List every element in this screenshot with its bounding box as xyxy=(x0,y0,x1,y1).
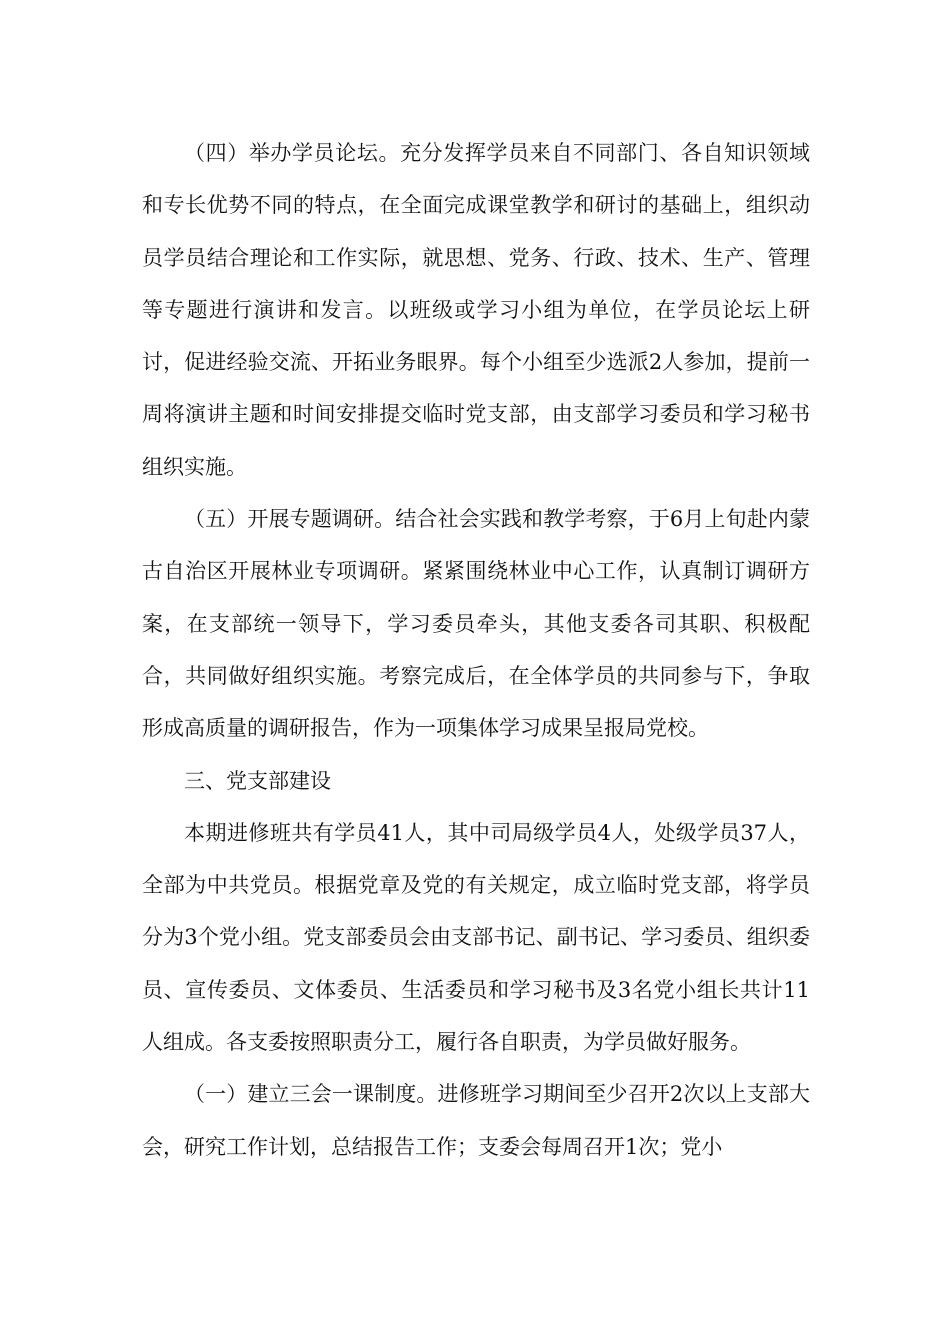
paragraph-meeting-system: （一）建立三会一课制度。进修班学习期间至少召开2次以上支部大会，研究工作计划，总结报告工作；支委会每周召开1次；党小 xyxy=(142,1082,810,1159)
paragraph-student-forum: （四）举办学员论坛。充分发挥学员来自不同部门、各自知识领域和专长优势不同的特点，在全面完成课堂教学和研讨的基础上，组织动员学员结合理论和工作实际，就思想、党务、行政、技术、生产、管理等专题进行演讲和发言。以班级或学习小组为单位，在学员论坛上研讨，促进经验交流、开拓业务眼界。每个小组至少选派2人参加，提前一周将演讲主题和时间安排提交临时党支部，由支部学习委员和学习秘书组织实施。 xyxy=(142,141,810,479)
document-body xyxy=(142,127,810,1173)
paragraph-special-research: （五）开展专题调研。结合社会实践和教学考察，于6月上旬赴内蒙古自治区开展林业专项调研。紧紧围绕林业中心工作，认真制订调研方案，在支部统一领导下，学习委员牵头，其他支委各司其职、积极配合，共同做好组织实施。考察完成后，在全体学员的共同参与下，争取形成高质量的调研报告，作为一项集体学习成果呈报局党校。 xyxy=(142,507,810,741)
paragraph-class-composition: 本期进修班共有学员41人，其中司局级学员4人，处级学员37人，全部为中共党员。根据党章及党的有关规定，成立临时党支部，将学员分为3个党小组。党支部委员会由支部书记、副书记、学习委员、组织委员、宣传委员、文体委员、生活委员和学习秘书及3名党小组长共计11人组成。各支委按照职责分工，履行各自职责，为学员做好服务。 xyxy=(142,820,810,1055)
section-heading-party-branch: 三、党支部建设 xyxy=(184,768,331,793)
